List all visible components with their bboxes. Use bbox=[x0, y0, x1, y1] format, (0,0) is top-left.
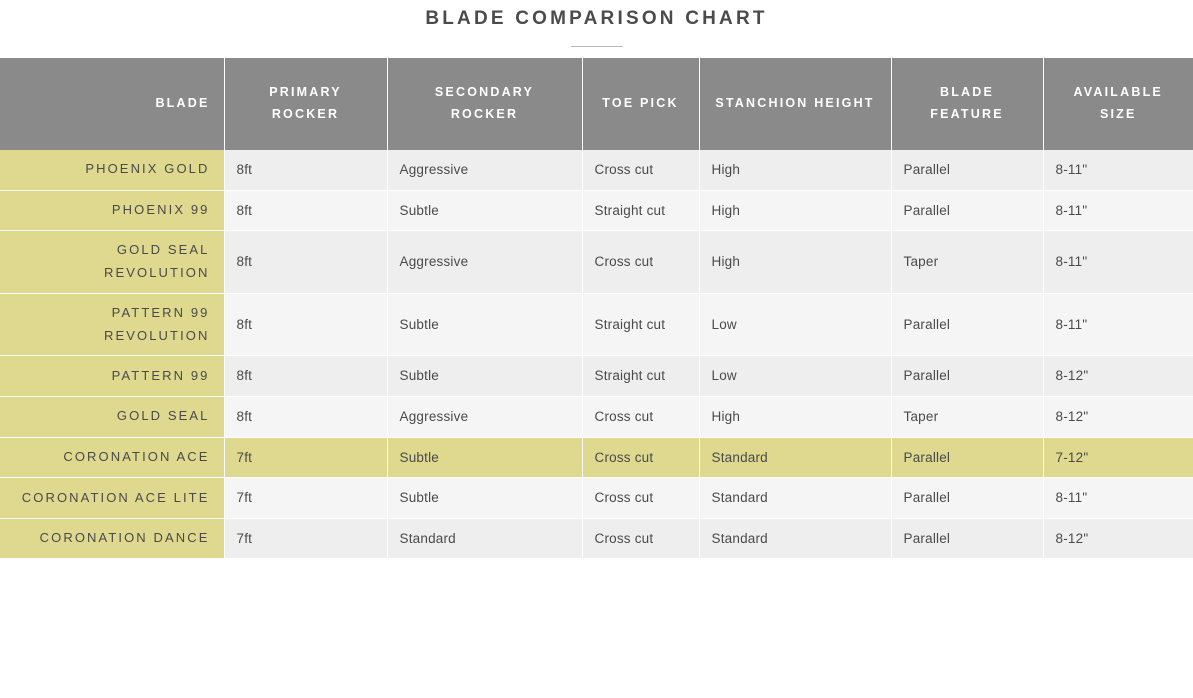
blade-comparison-table bbox=[0, 58, 1193, 559]
table-body bbox=[0, 150, 1193, 559]
cell-available-size: 8-11" bbox=[1043, 478, 1193, 519]
column-header-primary-rocker: PRIMARY ROCKER bbox=[224, 58, 387, 150]
cell-stanchion-height: Standard bbox=[699, 518, 891, 559]
cell-primary-rocker: 8ft bbox=[224, 190, 387, 231]
blade-name-cell: PATTERN 99 bbox=[0, 356, 224, 397]
table-header bbox=[0, 58, 1193, 150]
cell-primary-rocker: 8ft bbox=[224, 356, 387, 397]
cell-toe-pick: Cross cut bbox=[582, 518, 699, 559]
blade-name-cell: CORONATION DANCE bbox=[0, 518, 224, 559]
blade-name-cell: PATTERN 99 REVOLUTION bbox=[0, 293, 224, 356]
cell-secondary-rocker: Subtle bbox=[387, 190, 582, 231]
cell-available-size: 8-12" bbox=[1043, 356, 1193, 397]
column-header-blade: BLADE bbox=[0, 58, 224, 150]
cell-toe-pick: Straight cut bbox=[582, 293, 699, 356]
cell-stanchion-height: High bbox=[699, 396, 891, 437]
cell-available-size: 7-12" bbox=[1043, 437, 1193, 478]
title-block bbox=[0, 0, 1193, 47]
cell-blade-feature: Parallel bbox=[891, 518, 1043, 559]
column-header-stanchion-height: STANCHION HEIGHT bbox=[699, 58, 891, 150]
table-row bbox=[0, 478, 1193, 519]
cell-secondary-rocker: Aggressive bbox=[387, 396, 582, 437]
cell-primary-rocker: 7ft bbox=[224, 437, 387, 478]
blade-name-cell: GOLD SEAL bbox=[0, 396, 224, 437]
cell-blade-feature: Parallel bbox=[891, 437, 1043, 478]
column-header-secondary-rocker: SECONDARY ROCKER bbox=[387, 58, 582, 150]
cell-blade-feature: Parallel bbox=[891, 478, 1043, 519]
cell-available-size: 8-11" bbox=[1043, 150, 1193, 190]
cell-primary-rocker: 8ft bbox=[224, 293, 387, 356]
cell-stanchion-height: High bbox=[699, 150, 891, 190]
cell-stanchion-height: Low bbox=[699, 293, 891, 356]
cell-blade-feature: Taper bbox=[891, 396, 1043, 437]
cell-blade-feature: Parallel bbox=[891, 356, 1043, 397]
cell-stanchion-height: Standard bbox=[699, 437, 891, 478]
cell-stanchion-height: High bbox=[699, 190, 891, 231]
cell-available-size: 8-11" bbox=[1043, 231, 1193, 294]
cell-available-size: 8-11" bbox=[1043, 190, 1193, 231]
cell-toe-pick: Cross cut bbox=[582, 396, 699, 437]
cell-available-size: 8-11" bbox=[1043, 293, 1193, 356]
cell-toe-pick: Cross cut bbox=[582, 150, 699, 190]
cell-toe-pick: Cross cut bbox=[582, 478, 699, 519]
blade-name-cell: GOLD SEAL REVOLUTION bbox=[0, 231, 224, 294]
cell-blade-feature: Taper bbox=[891, 231, 1043, 294]
cell-toe-pick: Straight cut bbox=[582, 356, 699, 397]
cell-secondary-rocker: Standard bbox=[387, 518, 582, 559]
table-row bbox=[0, 293, 1193, 356]
column-header-toe-pick: TOE PICK bbox=[582, 58, 699, 150]
cell-primary-rocker: 8ft bbox=[224, 231, 387, 294]
cell-stanchion-height: Low bbox=[699, 356, 891, 397]
cell-toe-pick: Cross cut bbox=[582, 437, 699, 478]
cell-blade-feature: Parallel bbox=[891, 293, 1043, 356]
table-row bbox=[0, 437, 1193, 478]
cell-secondary-rocker: Aggressive bbox=[387, 231, 582, 294]
blade-name-cell: CORONATION ACE LITE bbox=[0, 478, 224, 519]
cell-primary-rocker: 7ft bbox=[224, 478, 387, 519]
cell-primary-rocker: 8ft bbox=[224, 150, 387, 190]
page-title: BLADE COMPARISON CHART bbox=[425, 8, 768, 29]
table-row bbox=[0, 190, 1193, 231]
blade-name-cell: PHOENIX 99 bbox=[0, 190, 224, 231]
cell-secondary-rocker: Aggressive bbox=[387, 150, 582, 190]
cell-available-size: 8-12" bbox=[1043, 396, 1193, 437]
cell-primary-rocker: 8ft bbox=[224, 396, 387, 437]
table-row bbox=[0, 396, 1193, 437]
table-row bbox=[0, 150, 1193, 190]
cell-stanchion-height: High bbox=[699, 231, 891, 294]
column-header-available-size: AVAILABLE SIZE bbox=[1043, 58, 1193, 150]
cell-blade-feature: Parallel bbox=[891, 190, 1043, 231]
cell-primary-rocker: 7ft bbox=[224, 518, 387, 559]
table-header-row bbox=[0, 58, 1193, 150]
title-divider bbox=[571, 46, 623, 47]
cell-stanchion-height: Standard bbox=[699, 478, 891, 519]
cell-secondary-rocker: Subtle bbox=[387, 437, 582, 478]
cell-toe-pick: Cross cut bbox=[582, 231, 699, 294]
table-row bbox=[0, 356, 1193, 397]
column-header-blade-feature: BLADE FEATURE bbox=[891, 58, 1043, 150]
blade-name-cell: CORONATION ACE bbox=[0, 437, 224, 478]
blade-name-cell: PHOENIX GOLD bbox=[0, 150, 224, 190]
cell-blade-feature: Parallel bbox=[891, 150, 1043, 190]
cell-secondary-rocker: Subtle bbox=[387, 293, 582, 356]
cell-available-size: 8-12" bbox=[1043, 518, 1193, 559]
cell-toe-pick: Straight cut bbox=[582, 190, 699, 231]
table-row bbox=[0, 231, 1193, 294]
cell-secondary-rocker: Subtle bbox=[387, 478, 582, 519]
cell-secondary-rocker: Subtle bbox=[387, 356, 582, 397]
table-row bbox=[0, 518, 1193, 559]
